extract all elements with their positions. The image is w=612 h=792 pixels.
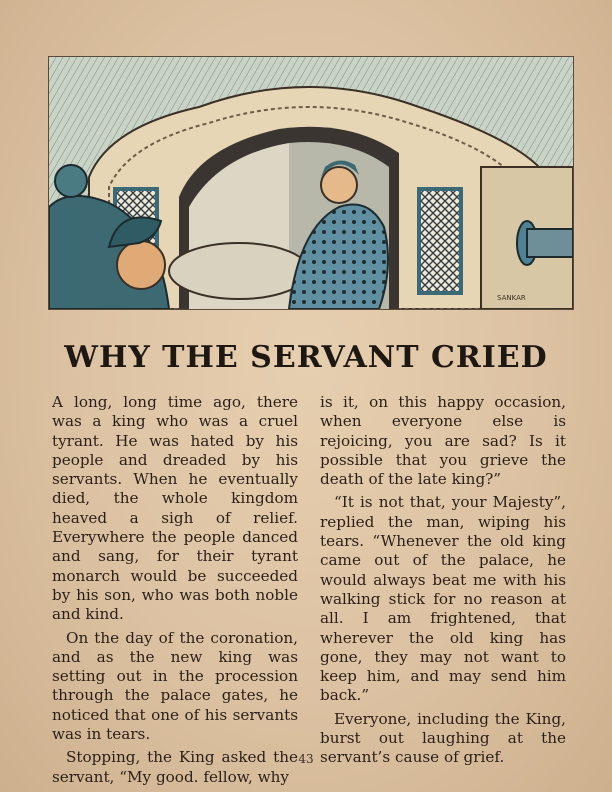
paragraph: On the day of the coronation, and as the new king was setting out in the procession through the palace gates, he noticed that one of his servants was in tears. xyxy=(52,628,298,744)
left-column xyxy=(52,393,298,787)
right-column xyxy=(320,393,566,768)
palace-scene-image xyxy=(49,57,573,309)
paragraph: is it, on this happy occasion, when everyone else is rejoicing, you are sad? Is it possible that you grieve the death of the late king?” xyxy=(320,393,566,489)
paragraph: A long, long time ago, there was a king who was a cruel tyrant. He was hated by his people and dreaded by his servants. When he eventually died, the whole kingdom heaved a sigh of relief. Everywhere the people danced and sang, for their tyrant monarch would be succeeded by his son, who was both noble and kind. xyxy=(52,393,298,624)
story-title: WHY THE SERVANT CRIED xyxy=(64,340,548,375)
page-number: 43 xyxy=(298,752,314,766)
paragraph: “It is not that, your Majesty”, replied the man, wiping his tears. “Whenever the old king came out of the palace, he would always beat me with his walking stick for no reason at all. I am frightened, that wherever the old king has gone, they may not want to keep him, and may send him back.” xyxy=(320,493,566,705)
paragraph: Stopping, the King asked the servant, “My good. fellow, why xyxy=(52,748,298,786)
artist-signature: SANKAR xyxy=(497,294,526,302)
paragraph: Everyone, including the King, burst out laughing at the servant’s cause of grief. xyxy=(320,709,566,767)
story-illustration xyxy=(48,56,574,310)
